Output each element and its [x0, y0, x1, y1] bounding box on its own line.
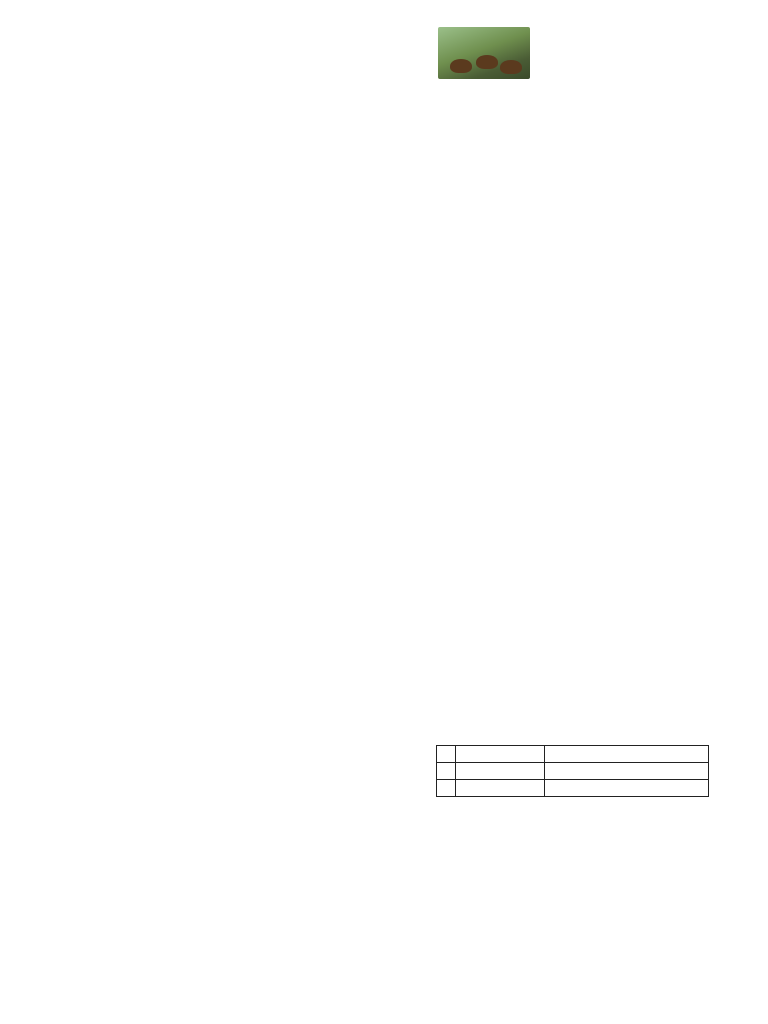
text-line	[22, 73, 390, 90]
question-line	[22, 22, 390, 39]
answer-option	[572, 124, 586, 141]
seedling-pot-icon	[476, 55, 498, 69]
question-line	[22, 226, 390, 243]
options-row	[22, 209, 390, 226]
answer-option	[198, 90, 212, 107]
options-row	[22, 158, 390, 175]
question-line	[22, 277, 390, 294]
answer-option	[198, 294, 212, 311]
answer-option	[198, 345, 212, 362]
answer-option	[62, 260, 76, 277]
answer-option	[198, 362, 212, 379]
question-line	[22, 56, 390, 73]
answer-option	[542, 56, 556, 73]
options-row	[22, 294, 390, 311]
question-line	[422, 141, 752, 158]
answer-option	[198, 141, 212, 158]
answer-option	[198, 209, 212, 226]
options-row	[22, 362, 390, 379]
answer-option	[62, 362, 76, 379]
table-row	[437, 746, 709, 763]
answer-option	[62, 107, 76, 124]
answer-option	[634, 56, 648, 73]
answer-option	[542, 39, 556, 56]
answer-option	[62, 141, 76, 158]
question-line	[22, 328, 390, 345]
matching-table	[436, 745, 709, 797]
options-row	[22, 430, 390, 447]
text-line	[22, 396, 390, 413]
answer-option	[62, 243, 76, 260]
options-row	[22, 243, 390, 260]
answer-option	[198, 430, 212, 447]
answer-option	[62, 430, 76, 447]
options-row	[22, 311, 390, 328]
answer-option	[62, 158, 76, 175]
text-line	[22, 39, 390, 56]
answer-option	[198, 158, 212, 175]
options-row	[22, 107, 390, 124]
seedling-pot-icon	[450, 59, 472, 73]
table-row	[437, 780, 709, 797]
answer-option	[62, 192, 76, 209]
answer-option	[62, 345, 76, 362]
options-row	[22, 260, 390, 277]
table-row	[437, 763, 709, 780]
answer-option	[198, 311, 212, 328]
options-row	[22, 345, 390, 362]
question-line	[422, 90, 752, 107]
question-line	[22, 124, 390, 141]
answer-option	[198, 413, 212, 430]
answer-option	[62, 413, 76, 430]
options-row	[22, 192, 390, 209]
answer-option	[436, 124, 450, 141]
question-line	[22, 175, 390, 192]
options-row	[422, 124, 752, 141]
answer-option	[634, 39, 648, 56]
answer-option	[572, 107, 586, 124]
illustration-image	[438, 27, 530, 79]
question-line	[22, 379, 390, 396]
seedling-pot-icon	[500, 60, 522, 74]
options-row	[22, 413, 390, 430]
answer-option	[62, 311, 76, 328]
answer-option	[198, 107, 212, 124]
answer-option	[198, 260, 212, 277]
page1-left-column	[22, 22, 390, 447]
answer-option	[436, 107, 450, 124]
answer-option	[62, 294, 76, 311]
options-row	[22, 90, 390, 107]
options-row	[22, 141, 390, 158]
answer-option	[198, 192, 212, 209]
options-row	[422, 107, 752, 124]
answer-option	[62, 90, 76, 107]
answer-option	[198, 243, 212, 260]
answer-option	[62, 209, 76, 226]
